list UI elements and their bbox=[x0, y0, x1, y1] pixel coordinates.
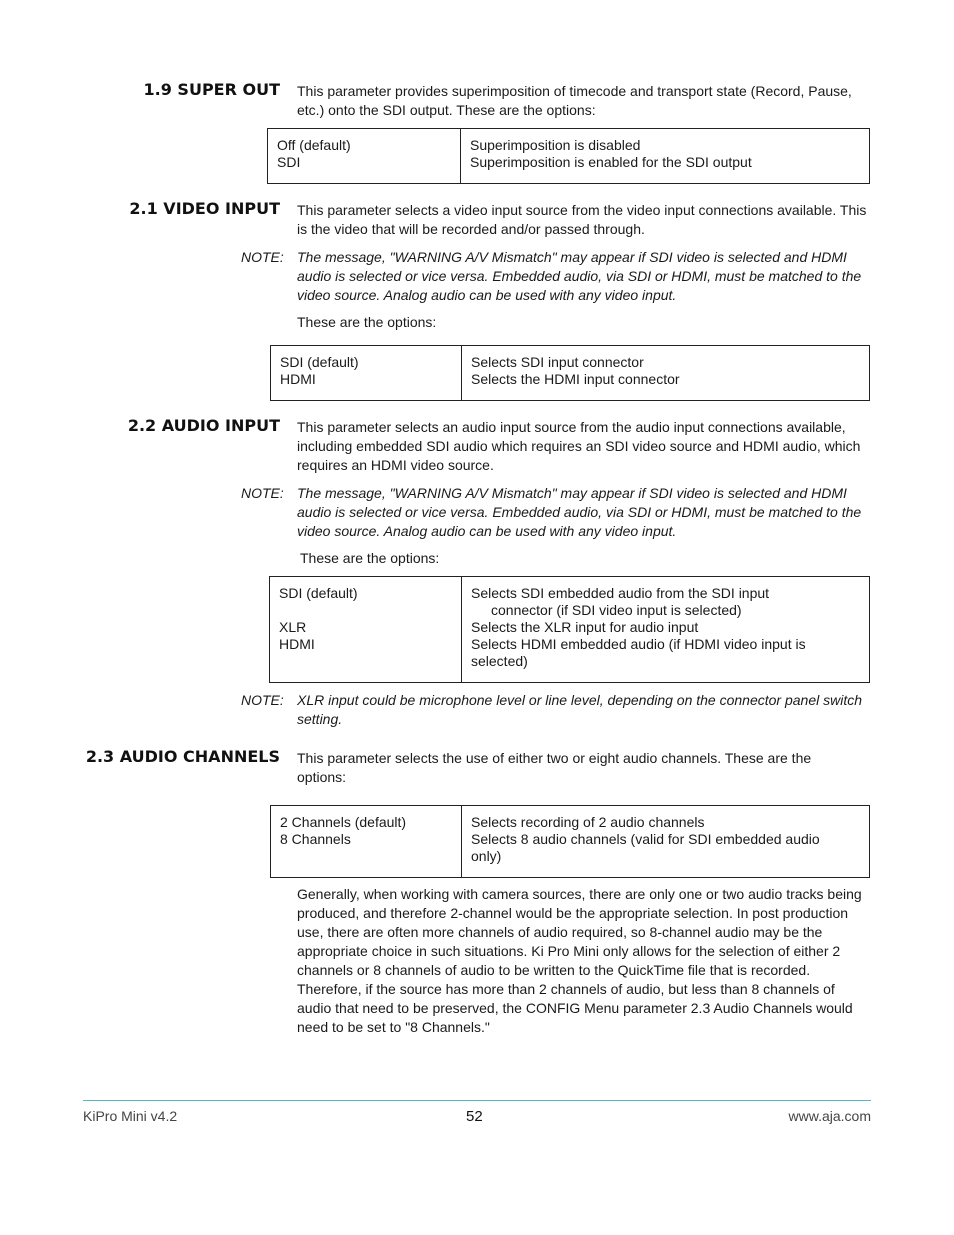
options-right-cell bbox=[462, 577, 870, 683]
options-left-cell bbox=[268, 129, 461, 184]
option-name: HDMI bbox=[279, 636, 315, 652]
note-text-video-input: The message, "WARNING A/V Mismatch" may appear if SDI video is selected and HDMI audio is selected or vice versa. Embedded audio, via SDI or HDMI, must be matched to the video source. Analog audio can be used with any video input. bbox=[297, 249, 862, 303]
page-number: 52 bbox=[466, 1108, 483, 1125]
option-description: Superimposition is disabled bbox=[470, 137, 641, 153]
options-table-super-out bbox=[267, 128, 870, 184]
option-description: only) bbox=[471, 848, 502, 864]
option-description: selected) bbox=[471, 653, 528, 669]
options-right-cell bbox=[461, 129, 870, 184]
option-description: Selects SDI input connector bbox=[471, 354, 644, 370]
note-label: NOTE: bbox=[241, 692, 284, 708]
option-description: Selects 8 audio channels (valid for SDI embedded audio bbox=[471, 831, 820, 847]
option-description: Superimposition is enabled for the SDI output bbox=[470, 154, 752, 170]
options-table-audio-channels bbox=[270, 805, 870, 878]
option-description: Selects HDMI embedded audio (if HDMI video input is bbox=[471, 636, 806, 652]
note-text-xlr: XLR input could be microphone level or line level, depending on the connector panel switch setting. bbox=[297, 692, 863, 727]
options-right-cell bbox=[462, 346, 870, 401]
option-name: SDI (default) bbox=[279, 585, 358, 601]
footer-rule bbox=[83, 1100, 871, 1101]
section-heading-video-input: 2.1 VIDEO INPUT bbox=[129, 199, 280, 218]
footer-doc-title: KiPro Mini v4.2 bbox=[83, 1108, 178, 1124]
option-description: Selects the XLR input for audio input bbox=[471, 619, 699, 635]
section-heading-super-out: 1.9 SUPER OUT bbox=[143, 80, 280, 99]
option-name: XLR bbox=[279, 619, 307, 635]
option-name: SDI (default) bbox=[280, 354, 359, 370]
section-heading-audio-input: 2.2 AUDIO INPUT bbox=[127, 416, 280, 435]
option-description: Selects recording of 2 audio channels bbox=[471, 814, 705, 830]
section-body-audio-input: This parameter selects an audio input source from the audio input connections available, including embedded SDI audio which requires an SDI video source and HDMI audio, which requires an HDMI video source. bbox=[297, 419, 861, 473]
section-body-video-input: This parameter selects a video input source from the video input connections available. This is the video that will be recorded and/or passed through. bbox=[297, 202, 867, 237]
options-right-cell bbox=[462, 806, 870, 878]
option-name: SDI bbox=[277, 154, 301, 170]
option-name: Off (default) bbox=[277, 137, 351, 153]
option-name: 8 Channels bbox=[280, 831, 351, 847]
note-text-audio-input: The message, "WARNING A/V Mismatch" may appear if SDI video is selected and HDMI audio is selected or vice versa. Embedded audio, via SDI or HDMI, must be matched to the video source. Analog audio can be used with any video input. bbox=[297, 485, 862, 539]
options-table-audio-input bbox=[269, 576, 870, 683]
options-intro-video-input: These are the options: bbox=[297, 314, 437, 330]
option-description: Selects the HDMI input connector bbox=[471, 371, 680, 387]
option-name: 2 Channels (default) bbox=[280, 814, 407, 830]
options-left-cell bbox=[271, 346, 462, 401]
audio-channels-explanation: Generally, when working with camera sources, there are only one or two audio tracks being produced, and therefore 2-channel would be the appropriate selection. In post production use, there are often more channels of audio required, so 8-channel audio may be the appropriate choice in such situations. Ki Pro Mini only allows for the selection of either 2 channels or 8 channels of audio to be written to the QuickTime file that is recorded. Therefore, if the source has more than 2 channels of audio, but less than 8 channels of audio that need to be preserved, the CONFIG Menu parameter 2.3 Audio Channels would need to be set to "8 Channels." bbox=[297, 886, 862, 1035]
option-description: Selects SDI embedded audio from the SDI input bbox=[471, 585, 770, 601]
note-label: NOTE: bbox=[241, 485, 284, 501]
section-body-audio-channels: This parameter selects the use of either two or eight audio channels. These are the options: bbox=[297, 750, 812, 785]
options-table-video-input bbox=[270, 345, 870, 401]
footer-website: www.aja.com bbox=[788, 1108, 871, 1124]
section-heading-audio-channels: 2.3 AUDIO CHANNELS bbox=[85, 747, 280, 766]
option-name: HDMI bbox=[280, 371, 316, 387]
options-left-cell bbox=[271, 806, 462, 878]
section-body-super-out: This parameter provides superimposition of timecode and transport state (Record, Pause, etc.) onto the SDI output. These are the options: bbox=[297, 83, 852, 118]
options-left-cell bbox=[270, 577, 462, 683]
options-intro-audio-input: These are the options: bbox=[300, 550, 440, 566]
note-label: NOTE: bbox=[241, 249, 284, 265]
option-description: connector (if SDI video input is selected) bbox=[491, 602, 742, 618]
